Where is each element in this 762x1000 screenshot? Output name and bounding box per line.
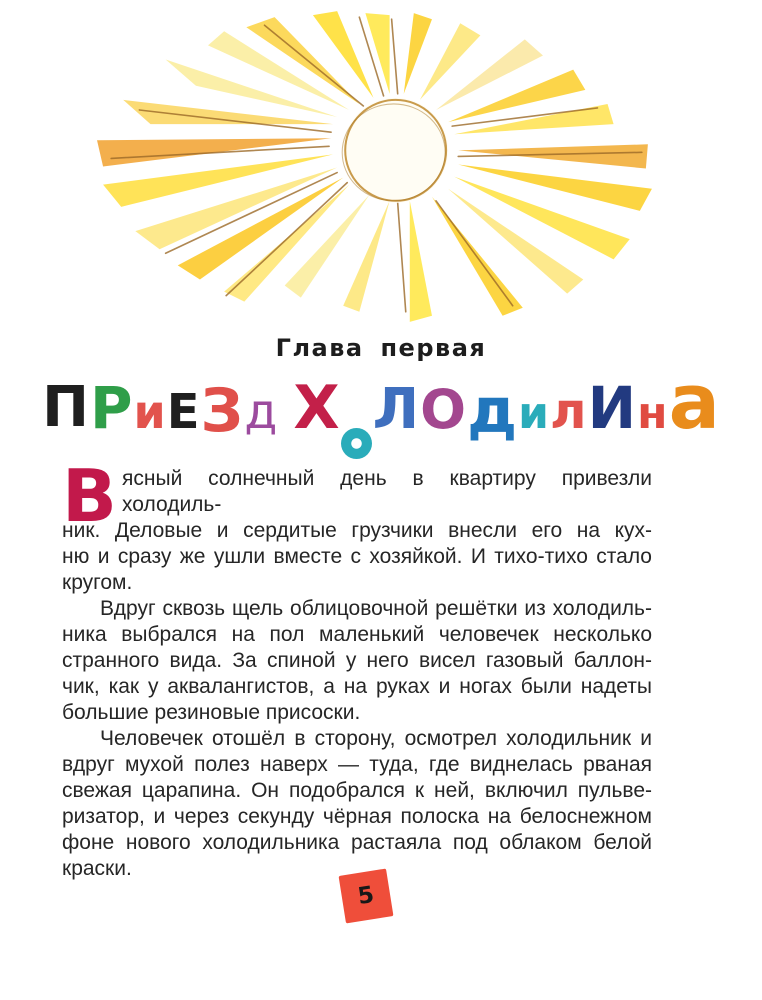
drop-cap: В [62, 454, 117, 538]
text-line: Вдруг сквозь щель облицовочной решётки из холодиль- [100, 597, 652, 620]
text-line: фоне нового холодильника растаяла под облаком белой [62, 831, 652, 854]
title-letter: и [133, 385, 166, 439]
title-letter: П [42, 375, 89, 440]
title-letter-space [278, 401, 292, 433]
chapter-heading: Глава первая [275, 334, 487, 362]
title-letter: И [587, 374, 637, 442]
page-number: 5 [356, 881, 376, 911]
text-line: большие резиновые присоски. [62, 701, 361, 724]
paragraph [62, 454, 652, 596]
title-letter [341, 428, 372, 459]
title-letter: а [668, 357, 720, 446]
text-line: кругом. [62, 571, 133, 594]
text-line: Человечек отошёл в сторону, осмотрел холодильник и [100, 727, 652, 750]
text-line: чик, как у аквалангистов, а на руках и ногах были надеты [62, 675, 652, 698]
paragraph [62, 596, 652, 726]
title-letter: л [549, 382, 587, 440]
title-letter: Е [166, 384, 200, 440]
title-letter: З [200, 376, 244, 446]
text-line: ясный солнечный день в квартиру привезли холодиль- [122, 467, 652, 516]
paragraph [62, 726, 652, 882]
title-letter: О [420, 378, 467, 441]
title-letter: н [637, 388, 668, 439]
text-line: ню и сразу же ушли вместе с хозяйкой. И тихо-тихо стало [62, 545, 652, 568]
text-line: краски. [62, 857, 132, 880]
sun-illustration [95, 10, 660, 325]
text-line: ризатор, и через секунду чёрная полоска на белоснежном [62, 805, 652, 828]
text-line: вдруг мухой полез наверх — туда, где виднелась рваная [62, 753, 652, 776]
title-letter: д [244, 384, 278, 440]
title-letter: Р [90, 374, 133, 442]
title-letter: Л [372, 377, 420, 442]
text-line: свежая царапина. Он подобрался к ней, включил пульве- [62, 779, 652, 802]
page-number-badge [339, 869, 394, 924]
title-letter: Х [293, 373, 340, 443]
title-letter: и [518, 388, 549, 439]
text-line: ника выбрался на пол маленький человечек несколько [62, 623, 652, 646]
text-line: ник. Деловые и сердитые грузчики внесли его на кух- [62, 519, 652, 542]
title-letter: д [467, 374, 518, 447]
story-text [62, 454, 652, 882]
text-line: странного вида. За спиной у него висел газовый баллон- [62, 649, 652, 672]
chapter-title [0, 357, 762, 456]
